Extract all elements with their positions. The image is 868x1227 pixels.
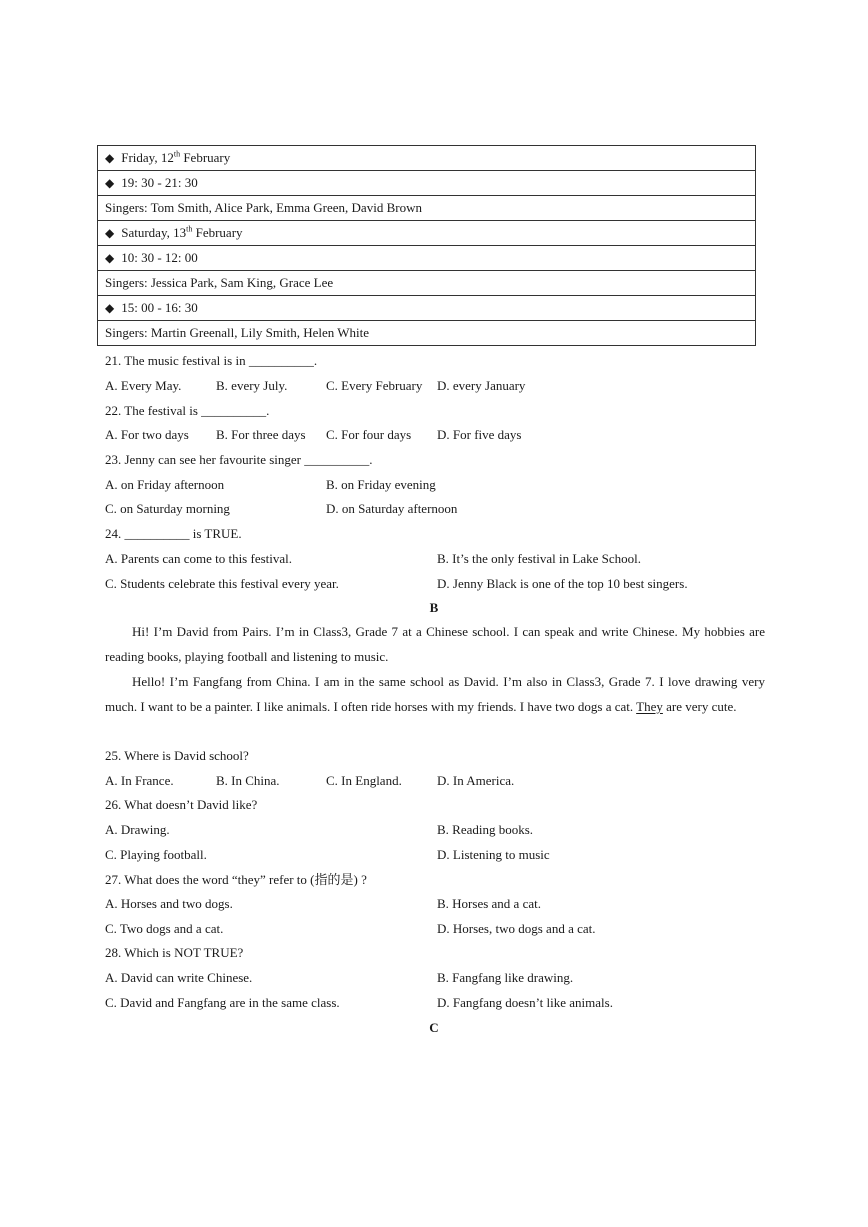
underlined-word-they: They [636,698,663,714]
passage-b-p2-text: Hello! I’m Fangfang from China. I am in the same school as David. I’m also in Class3, Grade 7. I love drawing very much. I want to be a painter. I like animals. I often ride horses with my friends. I have two dogs a cat. [105,674,765,714]
q27-option-c: C. Two dogs and a cat. [105,921,224,936]
q22-option-c: C. For four days [326,427,412,442]
schedule-row [98,146,756,171]
question-23: 23. Jenny can see her favourite singer __________. [105,452,373,467]
schedule-row [98,296,756,321]
q24-option-c: C. Students celebrate this festival every year. [105,576,339,591]
q24-option-a: A. Parents can come to this festival. [105,551,293,566]
q27-option-a: A. Horses and two dogs. [105,896,233,911]
q22-option-a: A. For two days [105,427,189,442]
schedule-row [98,321,756,346]
q23-option-a: A. on Friday afternoon [105,477,225,492]
schedule-cell [98,246,756,271]
question-27: 27. What does the word “they” refer to (指的是) ? [105,872,367,887]
passage-b-p2-end: are very cute. [662,698,737,714]
schedule-cell [98,271,756,296]
q27-option-b: B. Horses and a cat. [437,896,541,911]
diamond-bullet-icon: ◆ [105,176,115,190]
schedule-text: Singers: Martin Greenall, Lily Smith, Helen White [105,325,370,340]
q21-option-d: D. every January [437,378,526,393]
passage-b-paragraph-2 [105,670,765,720]
diamond-bullet-icon: ◆ [105,251,115,265]
q22-option-d: D. For five days [437,427,522,442]
question-22: 22. The festival is __________. [105,403,270,418]
q26-option-d: D. Listening to music [437,847,550,862]
schedule-text: Singers: Tom Smith, Alice Park, Emma Green, David Brown [105,200,422,215]
schedule-row [98,196,756,221]
question-28: 28. Which is NOT TRUE? [105,945,244,960]
diamond-bullet-icon: ◆ [105,226,115,240]
q21-option-b: B. every July. [216,378,288,393]
q21-option-a: A. Every May. [105,378,182,393]
q25-option-b: B. In China. [216,773,280,788]
diamond-bullet-icon: ◆ [105,301,115,315]
schedule-row [98,221,756,246]
schedule-month: February [180,150,231,165]
schedule-cell [98,146,756,171]
schedule-row [98,271,756,296]
schedule-text: Singers: Jessica Park, Sam King, Grace Lee [105,275,334,290]
schedule-text: 15: 00 - 16: 30 [121,300,198,315]
question-26: 26. What doesn’t David like? [105,797,258,812]
q28-option-a: A. David can write Chinese. [105,970,253,985]
schedule-row [98,171,756,196]
q21-option-c: C. Every February [326,378,423,393]
ordinal-suffix: th [186,224,193,234]
ordinal-suffix: th [173,149,181,159]
section-b-heading: B [429,600,439,615]
q22-option-b: B. For three days [216,427,306,442]
schedule-cell [98,171,756,196]
diamond-bullet-icon: ◆ [105,151,115,165]
q28-option-d: D. Fangfang doesn’t like animals. [437,995,613,1010]
q25-option-d: D. In America. [437,773,515,788]
passage-b-p1-text: Hi! I’m David from Pairs. I’m in Class3, Grade 7 at a Chinese school. I can speak and write Chinese. My hobbies are reading books, playing football and listening to music. [105,624,765,664]
schedule-text: 10: 30 - 12: 00 [121,250,198,265]
q24-option-b: B. It’s the only festival in Lake School. [437,551,641,566]
q28-option-b: B. Fangfang like drawing. [437,970,574,985]
q25-option-a: A. In France. [105,773,174,788]
q26-option-c: C. Playing football. [105,847,207,862]
q25-option-c: C. In England. [326,773,402,788]
q28-option-c: C. David and Fangfang are in the same class. [105,995,340,1010]
schedule-text: Friday, 12 [121,150,174,165]
q26-option-a: A. Drawing. [105,822,170,837]
schedule-cell [98,296,756,321]
festival-schedule-table [97,145,756,346]
q23-option-c: C. on Saturday morning [105,501,230,516]
passage-b-paragraph-1 [105,620,765,670]
schedule-text: 19: 30 - 21: 30 [121,175,198,190]
schedule-cell [98,196,756,221]
q27-option-d: D. Horses, two dogs and a cat. [437,921,596,936]
schedule-cell [98,321,756,346]
question-21: 21. The music festival is in __________. [105,353,318,368]
question-25: 25. Where is David school? [105,748,249,763]
schedule-text: Saturday, 13 [121,225,187,240]
q26-option-b: B. Reading books. [437,822,534,837]
q23-option-d: D. on Saturday afternoon [326,501,458,516]
q24-option-d: D. Jenny Black is one of the top 10 best singers. [437,576,688,591]
schedule-month: February [192,225,243,240]
section-c-heading: C [429,1020,439,1035]
question-24: 24. __________ is TRUE. [105,526,242,541]
schedule-row [98,246,756,271]
q23-option-b: B. on Friday evening [326,477,436,492]
schedule-cell [98,221,756,246]
